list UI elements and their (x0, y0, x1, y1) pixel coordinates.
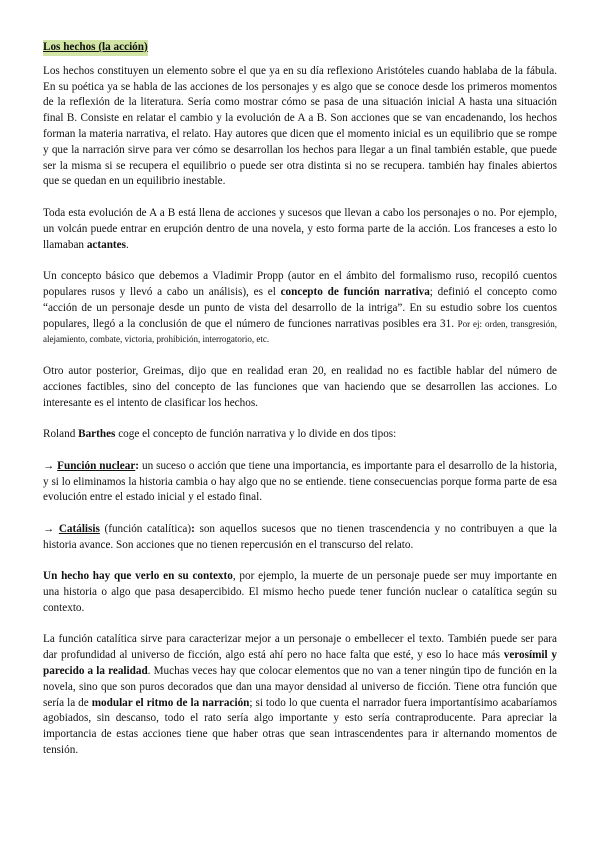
author-barthes: Barthes (78, 428, 116, 441)
contexto-text: , por ejemplo, la muerte de un personaje puede ser muy importante en una historia o algo que pasa desapercibido. El mismo hecho puede tener función nuclear o catalítica según su contexto. (43, 570, 558, 614)
term-verosimil: verosímil y parecido a la realidad (43, 649, 557, 678)
arrow-icon: → (43, 459, 58, 472)
term-actantes: actantes (86, 238, 126, 251)
paragraph-intro: Los hechos constituyen un elemento sobre el que ya en su día reflexiono Aristóteles cuando hablaba de la fábula. En su poética ya se habla de las acciones de los personajes y es algo que se conoce desde los primeros momentos de la reflexión de la literatura. Sería como mostrar cómo se pasa de una situación inicial A hasta una situación final B. Consiste en relatar el cambio y la evolución de A a B. Son acciones que se van encadenando, los hechos forman la materia narrativa, el relato. Hay autores que dicen que el momento inicial es un equilibrio que se rompe y que la narración sirve para ver cómo se desarrollan los hechos para llegar a un final también estable, que puede ser la misma si se recupera el equilibrio o puede ser otra distinta si no se recupera. también hay finales abiertos que se quedan en un equilibrio inestable. (43, 64, 557, 188)
paragraph-barthes-end: coge el concepto de función narrativa y lo divide en dos tipos: (115, 428, 397, 441)
paragraph-actantes-end: . (125, 238, 129, 251)
document-page (43, 40, 557, 775)
paragraph-funcion-nuclear (43, 459, 557, 506)
paragraph-propp-middle: ; definió el concepto como “acción de un personaje desde un punto de vista del desarrollo de la intriga”. En su estudio sobre los cuentos populares, llegó a la conclusión de que el número de funciones narrativas posibles era 31. (43, 285, 558, 330)
examples-list: Por ej: orden, transgresión, alejamiento, combate, victoria, prohibición, interrogatorio, etc. (43, 318, 557, 345)
catalisis-definition: son aquellos sucesos que no tienen trascendencia y no contribuyen a que la historia avance. Son acciones que no tienen repercusión en el transcurso del relato. (43, 522, 558, 551)
term-catalisis: Catálisis (58, 522, 100, 535)
section-title: Los hechos (la acción) (43, 40, 148, 56)
paragraph-barthes-start: Roland (43, 428, 79, 441)
paragraph-actantes (43, 206, 557, 253)
catalisis-parenthetical: (función catalítica) (99, 522, 192, 535)
paragraph-greimas: Otro autor posterior, Greimas, dijo que en realidad eran 20, en realidad no es factible hablar del número de acciones factibles, sino del concepto de las funciones que van haciendo que se desarrollen las acciones. Lo interesante es el intento de clasificar los hechos. (43, 364, 557, 409)
contexto-statement: Un hecho hay que verlo en su contexto (43, 570, 233, 583)
term-funcion-nuclear: Función nuclear (57, 459, 136, 472)
catalitica-text-b: . Muchas veces hay que colocar elementos que no van a tener ningún tipo de función en la novela, sino que son puros decorados que dan una mayor densidad al universo de ficción. Tiene otra función que sería la de (43, 665, 557, 709)
paragraph-contexto (43, 569, 557, 616)
arrow-icon: → (43, 522, 59, 535)
paragraph-barthes (43, 427, 557, 443)
catalitica-text-a: La función catalítica sirve para caracterizar mejor a un personaje o embellecer el texto. También puede ser para dar profundidad al universo de ficción, algo está ahí pero no hace falta que esté, y eso lo hace más (43, 633, 557, 662)
paragraph-funcion-catalitica (43, 632, 557, 758)
funcion-nuclear-definition: un suceso o acción que tiene una importancia, es importante para el desarrollo de la historia, y si lo eliminamos la historia cambia o hay algo que no se entiende. tiene consecuencias porque forma parte de esa evolución entre el estado inicial y el estado final. (43, 459, 558, 504)
catalitica-text-c: ; si todo lo que cuenta el narrador fuera importantísimo acabaríamos agobiados, sin descanso, todo el rato sería algo importante y esto sería contraproducente. Para apreciar la importancia de estas acciones tiene que haber otras que sean intrascendentes para ir alternando momentos de tensión. (43, 696, 557, 757)
term-funcion-narrativa: concepto de función narrativa (280, 285, 430, 298)
paragraph-propp-start: Un concepto básico que debemos a Vladimir Propp (autor en el ámbito del formalismo ruso, recopiló cuentos populares rusos y llevó a cabo un análisis), es el (43, 270, 557, 298)
term-modular-ritmo: modular el ritmo de la narración (91, 696, 250, 709)
colon: : (191, 522, 195, 535)
colon: : (135, 459, 140, 472)
paragraph-actantes-text: Toda esta evolución de A a B está llena de acciones y sucesos que llevan a cabo los personajes o no. Por ejemplo, un volcán puede entrar en erupción dentro de una novela, y esto forma parte de la acción. Los franceses a esto lo llamaban (43, 206, 557, 251)
paragraph-propp (43, 269, 557, 348)
paragraph-catalisis (43, 522, 557, 554)
